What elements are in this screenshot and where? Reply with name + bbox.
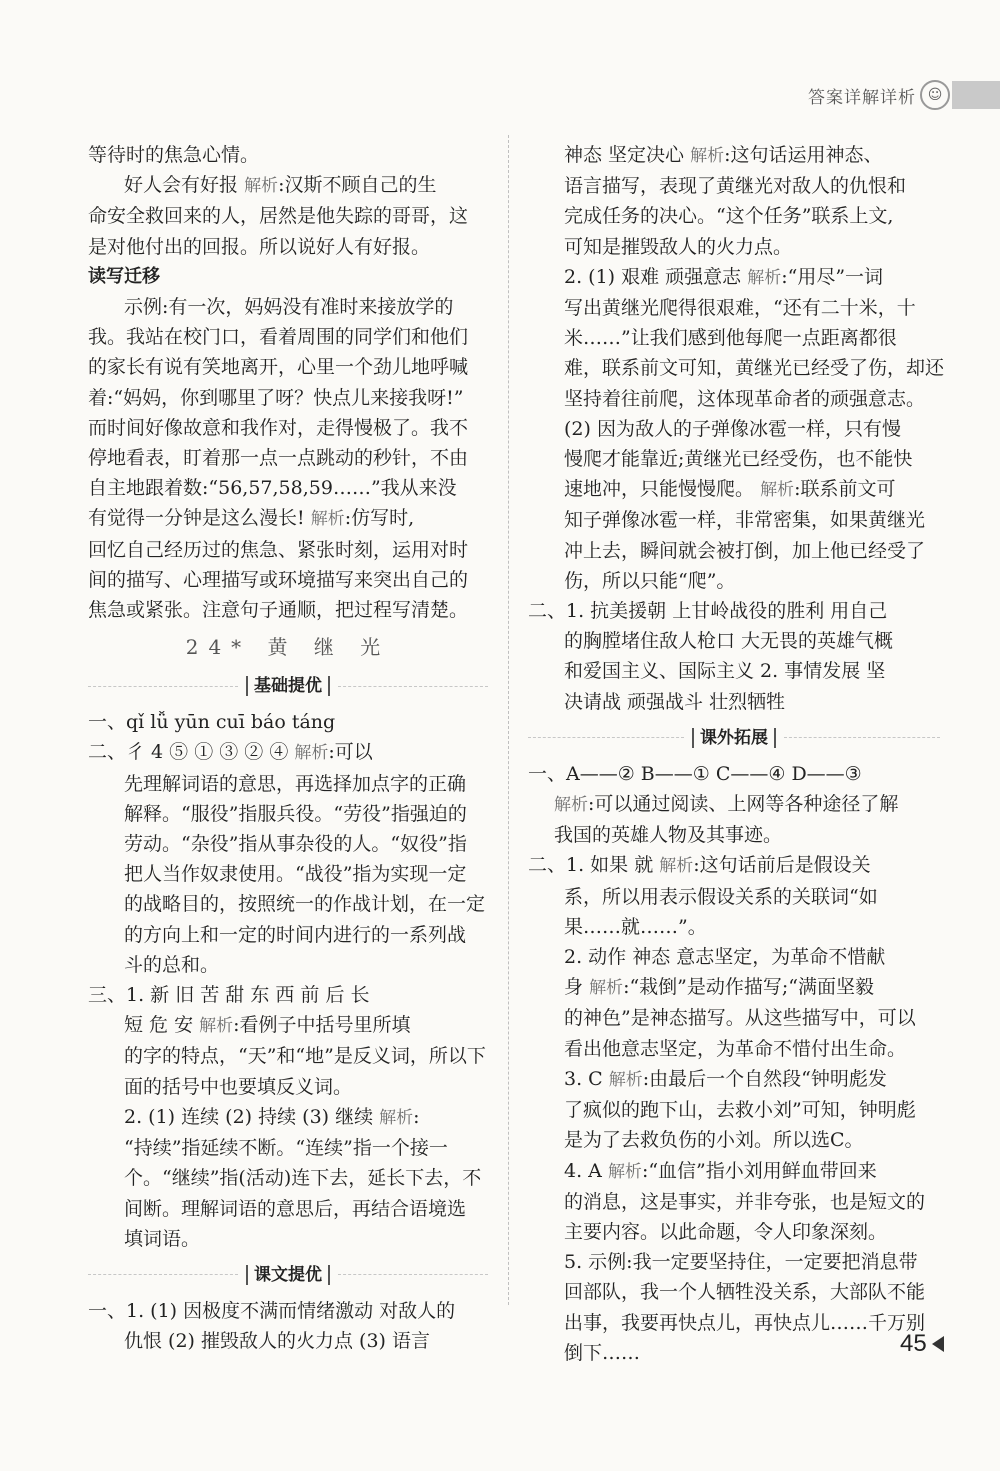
explanation-text: :仿写时,: [344, 507, 415, 530]
text-line: [88, 140, 488, 170]
line-text: 把人当作奴隶使用。“战役”指为实现一定: [124, 863, 467, 886]
right-column: [528, 140, 945, 1368]
text-line: [528, 1247, 940, 1277]
text-line: [528, 789, 940, 820]
text-line: [528, 1095, 940, 1125]
line-text: 看出他意志坚定，为革命不惜付出生命。: [564, 1037, 907, 1060]
line-text: 难，联系前文可知，黄继光已经受了伤，却还: [564, 357, 945, 380]
text-line: [528, 474, 940, 505]
page-number-text: 45: [900, 1330, 927, 1357]
explanation-text: :可以: [328, 741, 373, 764]
section-rule: [88, 686, 238, 687]
text-line: [528, 687, 940, 717]
text-line: [88, 1326, 488, 1356]
triangle-left-icon: [932, 1336, 944, 1352]
explanation-text: :可以通过阅读、上网等各种途径了解: [588, 793, 899, 816]
line-text: 主要内容。以此命题，令人印象深刻。: [564, 1220, 888, 1243]
explanation-label: 解析: [747, 267, 782, 288]
line-text: 系，所以用表示假设关系的关联词“如: [564, 885, 878, 908]
explanation-label: 解析: [659, 856, 694, 877]
text-line: [528, 972, 940, 1003]
column-divider: [508, 135, 509, 1305]
line-text: 的胸膛堵住敌人枪口 大无畏的英雄气概: [564, 630, 894, 653]
explanation-text: :联系前文可: [794, 478, 896, 501]
text-line: [88, 535, 488, 565]
text-line: [528, 1156, 940, 1187]
line-text: 速地冲，只能慢慢爬。: [564, 478, 755, 501]
text-line: [88, 383, 488, 413]
explanation-text: :“血信”指小刘用鲜血带回来: [641, 1159, 877, 1182]
text-line: [88, 503, 488, 534]
line-text: 冲上去，瞬间就会被打倒，加上他已经受了: [564, 539, 926, 562]
explanation-text: :由最后一个自然段“钟明彪发: [642, 1067, 887, 1090]
explanation-label: 解析: [244, 176, 279, 197]
text-line: [88, 950, 488, 980]
line-text: 读写迁移: [88, 265, 160, 287]
line-text: 坚持着往前爬，这体现革命者的顽强意志。: [564, 387, 926, 410]
explanation-text: :“用尽”一词: [781, 265, 884, 288]
page-header: [808, 78, 1000, 112]
text-line: [528, 626, 940, 656]
line-text: 的家长有说有笑地离开，心里一个劲儿地呼喊: [88, 356, 469, 379]
line-text: 语言描写，表现了黄继光对敌人的仇恨和: [564, 175, 907, 198]
text-line: [528, 353, 945, 383]
line-text: 三、1. 新 旧 苦 甜 东 西 前 后 长: [88, 984, 370, 1007]
page-number: [900, 1330, 944, 1358]
line-text: 可知是摧毁敌人的火力点。: [564, 235, 793, 258]
explanation-label: 解析: [607, 1161, 642, 1182]
smiley-logo-icon: ☺: [920, 80, 950, 110]
text-line: [528, 1125, 940, 1155]
text-line: [528, 1034, 940, 1064]
line-text: 停地看表，盯着那一点一点跳动的秒针，不由: [88, 447, 469, 470]
text-line: [88, 1224, 488, 1254]
line-text: 焦急或紧张。注意句子通顺，把过程写清楚。: [88, 599, 469, 622]
line-text: 间断。理解词语的意思后，再结合语境选: [124, 1197, 467, 1220]
text-line: [528, 656, 940, 686]
line-text: 好人会有好报: [124, 174, 239, 197]
line-text: 完成任务的决心。“这个任务”联系上文,: [564, 205, 894, 228]
line-text: 和爱国主义、国际主义 2. 事情发展 坚: [564, 660, 886, 683]
line-text: 等待时的焦急心情。: [88, 144, 260, 166]
line-text: 了疯似的跑下山，去救小刘”可知，钟明彪: [564, 1099, 916, 1122]
line-text: 决请战 顽强战斗 壮烈牺牲: [564, 690, 786, 713]
text-line: [528, 820, 940, 850]
line-text: 慢爬才能靠近;黄继光已经受伤，也不能快: [564, 448, 913, 471]
explanation-text: :这句话运用神态、: [724, 144, 883, 166]
line-text: (2) 因为敌人的子弹像冰雹一样，只有慢: [564, 417, 901, 440]
text-line: [88, 707, 488, 737]
text-line: [528, 293, 940, 323]
text-line: [88, 292, 488, 322]
text-line: [528, 232, 940, 262]
text-line: [528, 414, 940, 444]
text-line: [528, 1064, 940, 1095]
text-line: [88, 799, 488, 829]
text-line: [528, 201, 940, 231]
text-line: [528, 1308, 940, 1338]
subheading: [88, 262, 488, 292]
line-text: 是对他付出的回报。所以说好人有好报。: [88, 235, 431, 258]
line-text: 而时间好像故意和我作对，走得慢极了。我不: [88, 416, 469, 439]
text-line: [88, 565, 488, 595]
text-line: [88, 352, 488, 382]
line-text: 回忆自己经历过的焦急、紧张时刻，运用对时: [88, 538, 469, 561]
text-line: [528, 171, 940, 201]
text-line: [88, 413, 488, 443]
line-text: 的战略目的，按照统一的作战计划，在一定: [124, 893, 486, 916]
text-line: [528, 505, 940, 535]
text-line: [88, 859, 488, 889]
text-line: [88, 443, 488, 473]
line-text: 倒下……: [564, 1341, 641, 1364]
text-line: [88, 769, 488, 799]
text-line: [528, 1277, 940, 1307]
line-text: “持续”指延续不断。“连续”指一个接一: [124, 1137, 448, 1160]
section-heading: [528, 721, 940, 755]
line-text: 二、1. 如果 就: [528, 854, 654, 877]
explanation-label: 解析: [310, 509, 345, 530]
text-line: [88, 1194, 488, 1224]
line-text: 是为了去救负伤的小刘。所以选C。: [564, 1129, 864, 1152]
text-line: [88, 322, 488, 352]
text-line: [88, 473, 488, 503]
line-text: 自主地跟着数:“56,57,58,59……”我从来没: [88, 477, 457, 500]
line-text: 我。我站在校门口，看着周围的同学们和他们: [88, 326, 469, 349]
left-column: [88, 140, 488, 1356]
explanation-label: 解析: [760, 480, 795, 501]
text-line: [528, 566, 940, 596]
line-text: 果……就……”。: [564, 915, 707, 938]
line-text: 5. 示例:我一定要坚持住，一定要把消息带: [564, 1251, 918, 1274]
text-line: [88, 1041, 488, 1071]
explanation-text: :汉斯不顾自己的生: [278, 174, 437, 197]
explanation-label: 解析: [589, 978, 624, 999]
text-line: [528, 323, 940, 353]
line-text: 仇恨 (2) 摧毁敌人的火力点 (3) 语言: [124, 1330, 430, 1353]
line-text: 解释。“服役”指服兵役。“劳役”指强迫的: [124, 802, 467, 825]
explanation-label: 解析: [379, 1107, 414, 1128]
explanation-text: :“栽倒”是动作描写;“满面坚毅: [623, 976, 875, 999]
text-line: [528, 1003, 940, 1033]
line-text: 的神色”是神态描写。从这些描写中，可以: [564, 1007, 916, 1030]
text-line: [528, 384, 940, 414]
text-line: [88, 1163, 488, 1193]
line-text: 面的括号中也要填反义词。: [124, 1075, 353, 1098]
line-text: 的字的特点，“天”和“地”是反义词，所以下: [124, 1045, 486, 1068]
text-line: [528, 850, 940, 881]
section-heading: [88, 669, 488, 703]
line-text: 有觉得一分钟是这么漫长!: [88, 507, 305, 530]
text-line: [88, 201, 488, 231]
line-text: 4. A: [564, 1159, 602, 1182]
line-text: 的方向上和一定的时间内进行的一系列战: [124, 923, 467, 946]
text-line: [528, 140, 940, 171]
line-text: 神态 坚定决心: [564, 144, 685, 166]
text-line: [528, 1187, 940, 1217]
section-rule: [88, 1274, 238, 1275]
line-text: 的消息，这是事实，并非夸张，也是短文的: [564, 1190, 926, 1213]
section-label: 基础提优: [246, 676, 330, 696]
line-text: 着:“妈妈，你到哪里了呀？快点儿来接我呀!”: [88, 386, 464, 409]
line-text: 2. 动作 神态 意志坚定，为革命不惜献: [564, 946, 886, 969]
line-text: 命安全救回来的人，居然是他失踪的哥哥，这: [88, 205, 469, 228]
line-text: 二、彳 4 ⑤ ① ③ ② ④: [88, 741, 289, 764]
lesson-title: 24* 黄 继 光: [185, 635, 391, 660]
line-text: 2. (1) 连续 (2) 持续 (3) 继续: [124, 1105, 374, 1128]
line-text: 出事，我要再快点儿，再快点儿……千万别: [564, 1311, 926, 1334]
section-rule: [528, 737, 684, 738]
line-text: 劳动。“杂役”指从事杂役的人。“奴役”指: [124, 833, 467, 856]
text-line: [88, 1296, 488, 1326]
header-bar: [952, 81, 1000, 109]
text-line: [88, 829, 488, 859]
explanation-label: 解析: [608, 1069, 643, 1090]
text-line: [528, 596, 940, 626]
line-text: 伤，所以只能“爬”。: [564, 569, 736, 592]
explanation-text: :这句话前后是假设关: [693, 854, 871, 877]
line-text: 3. C: [564, 1067, 603, 1090]
text-line: [88, 1010, 488, 1041]
text-line: [88, 1102, 488, 1133]
line-text: 一、A——② B——① C——④ D——③: [528, 762, 862, 785]
line-text: 身: [564, 976, 584, 999]
line-text: 回部队，我一个人牺牲没关系，大部队不能: [564, 1281, 926, 1304]
text-line: [528, 942, 940, 972]
line-text: 米……”让我们感到他每爬一点距离都很: [564, 327, 897, 350]
section-rule: [338, 686, 488, 687]
text-line: [528, 1217, 940, 1247]
line-text: 填词语。: [124, 1227, 201, 1250]
text-line: [88, 595, 488, 625]
text-line: [528, 262, 940, 293]
text-line: [528, 1338, 940, 1368]
line-text: 短 危 安: [124, 1014, 194, 1037]
text-line: [88, 737, 488, 768]
explanation-label: 解析: [294, 743, 329, 764]
text-line: [88, 980, 488, 1010]
line-text: 先理解词语的意思，再选择加点字的正确: [124, 772, 467, 795]
text-line: [88, 1133, 488, 1163]
text-line: [88, 170, 488, 201]
line-text: 二、1. 抗美援朝 上甘岭战役的胜利 用自己: [528, 600, 888, 623]
section-rule: [784, 737, 940, 738]
explanation-label: 解析: [554, 795, 588, 816]
explanation-label: 解析: [199, 1016, 234, 1037]
section-heading: [88, 1258, 488, 1292]
text-line: [88, 1072, 488, 1102]
header-title: 答案详解详析: [808, 87, 916, 108]
line-text: 个。“继续”指(活动)连下去，延长下去，不: [124, 1167, 482, 1190]
explanation-label: 解析: [690, 146, 725, 166]
section-rule: [338, 1274, 488, 1275]
text-line: [88, 232, 488, 262]
line-text: 斗的总和。: [124, 953, 220, 976]
line-text: 我国的英雄人物及其事迹。: [554, 824, 783, 847]
line-text: 知子弹像冰雹一样，非常密集，如果黄继光: [564, 509, 926, 532]
text-line: [528, 444, 940, 474]
text-line: [528, 912, 940, 942]
line-text: 一、1. (1) 因极度不满而情绪激动 对敌人的: [88, 1299, 456, 1322]
text-line: [528, 759, 940, 789]
explanation-text: :: [413, 1105, 420, 1128]
text-line: [88, 889, 488, 919]
line-text: 间的描写、心理描写或环境描写来突出自己的: [88, 568, 469, 591]
explanation-text: :看例子中括号里所填: [233, 1014, 411, 1037]
line-text: 一、qǐ lǚ yūn cuī báo táng: [88, 711, 336, 734]
text-line: [528, 536, 940, 566]
line-text: 2. (1) 艰难 顽强意志: [564, 265, 742, 288]
text-line: [88, 920, 488, 950]
section-label: 课文提优: [246, 1265, 330, 1285]
section-label: 课外拓展: [692, 728, 776, 748]
line-text: 示例:有一次，妈妈没有准时来接放学的: [124, 296, 454, 319]
text-line: [528, 882, 940, 912]
line-text: 写出黄继光爬得很艰难，“还有二十米，十: [564, 297, 916, 320]
